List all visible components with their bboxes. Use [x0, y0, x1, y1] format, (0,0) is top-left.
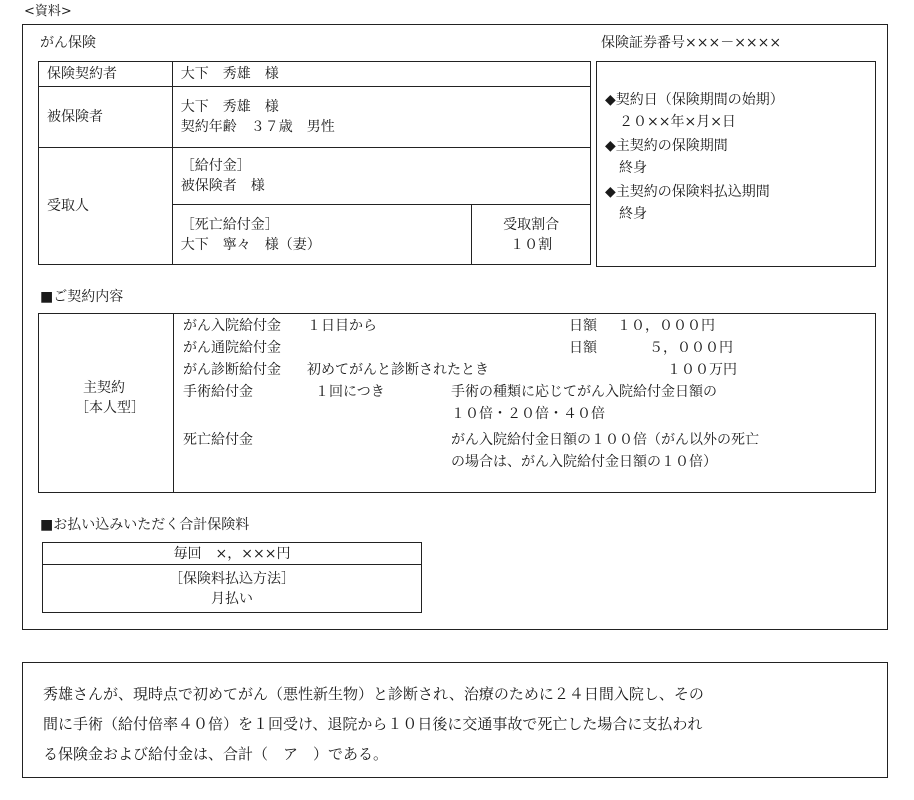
parties-table — [38, 61, 591, 265]
contract-dates-box — [596, 61, 876, 267]
surgery-benefit-name: 手術給付金 — [183, 384, 253, 400]
premium-method-cell — [43, 565, 422, 613]
contract-divider — [173, 314, 174, 492]
question-box — [22, 662, 888, 778]
premium-heading: ■お払い込みいただく合計保険料 — [40, 517, 250, 533]
outpatient-benefit-amount: ５，０００円 — [649, 340, 733, 356]
surgery-benefit-desc: 手術の種類に応じてがん入院給付金日額の — [451, 384, 717, 400]
benefit-label: ［給付金］ — [180, 158, 251, 174]
premium-each: 毎回 ×，×××円 — [43, 543, 422, 565]
insured-label: 被保険者 — [39, 87, 173, 148]
death-benefit-desc-cont: の場合は、がん入院給付金日額の１０倍） — [451, 454, 717, 470]
insured-detail: 契約年齢 ３７歳 男性 — [180, 119, 335, 135]
benefit-recipient-cell — [172, 148, 590, 205]
premium-method-value: 月払い — [211, 590, 253, 607]
policy-title: がん保険 — [40, 35, 96, 51]
contract-date-value: ２０××年×月×日 — [619, 114, 736, 130]
share-cell — [472, 205, 591, 265]
share-label: 受取割合 — [503, 216, 560, 233]
diagnosis-benefit-name: がん診断給付金 — [183, 362, 281, 378]
insured-name: 大下 秀雄 様 — [180, 99, 279, 115]
holder-name: 大下 秀雄 様 — [172, 62, 590, 87]
insured-cell — [172, 87, 590, 148]
outpatient-benefit-name: がん通院給付金 — [183, 340, 281, 356]
hospital-benefit-unit: 日額 — [569, 318, 597, 334]
contract-date-label: ◆契約日（保険期間の始期） — [605, 92, 784, 108]
death-recipient-cell — [172, 205, 471, 265]
death-benefit-label: ［死亡給付金］ — [180, 216, 279, 233]
hospital-benefit-cond: １日目から — [307, 318, 377, 334]
share-value: １０割 — [510, 236, 553, 253]
benefit-recipient: 被保険者 様 — [180, 178, 265, 194]
surgery-benefit-cond: １回につき — [315, 384, 385, 400]
coverage-period-label: ◆主契約の保険期間 — [605, 138, 728, 154]
recipient-label: 受取人 — [39, 148, 173, 265]
contract-heading: ■ご契約内容 — [40, 289, 124, 305]
death-recipient: 大下 寧々 様（妻） — [180, 236, 321, 253]
holder-label: 保険契約者 — [39, 62, 173, 87]
question-line-1: 秀雄さんが、現時点で初めてがん（悪性新生物）と診断され、治療のために２４日間入院し、その — [43, 685, 704, 703]
hospital-benefit-amount: １０，０００円 — [617, 318, 715, 334]
contract-details-box — [38, 313, 876, 493]
premium-method-label: ［保険料払込方法］ — [169, 570, 295, 587]
main-contract-label: 主契約 — [83, 380, 125, 396]
question-line-3: る保険金および給付金は、合計（ ア ）である。 — [43, 745, 389, 763]
policy-document — [22, 24, 888, 630]
payment-period-label: ◆主契約の保険料払込期間 — [605, 184, 770, 200]
coverage-period-value: 終身 — [619, 160, 647, 176]
payment-period-value: 終身 — [619, 206, 647, 222]
premium-table — [42, 542, 422, 613]
diagnosis-benefit-cond: 初めてがんと診断されたとき — [307, 362, 489, 378]
death-benefit-desc: がん入院給付金日額の１００倍（がん以外の死亡 — [451, 432, 759, 448]
hospital-benefit-name: がん入院給付金 — [183, 318, 281, 334]
surgery-benefit-multipliers: １０倍・２０倍・４０倍 — [451, 406, 605, 422]
caption: <資料> — [24, 4, 72, 19]
policy-number: 保険証券番号×××－×××× — [601, 35, 782, 51]
death-benefit-name: 死亡給付金 — [183, 432, 253, 448]
diagnosis-benefit-amount: １００万円 — [667, 362, 737, 378]
outpatient-benefit-unit: 日額 — [569, 340, 597, 356]
main-contract-type: ［本人型］ — [75, 400, 145, 416]
question-line-2: 間に手術（給付倍率４０倍）を１回受け、退院から１０日後に交通事故で死亡した場合に支払われ — [43, 715, 703, 733]
